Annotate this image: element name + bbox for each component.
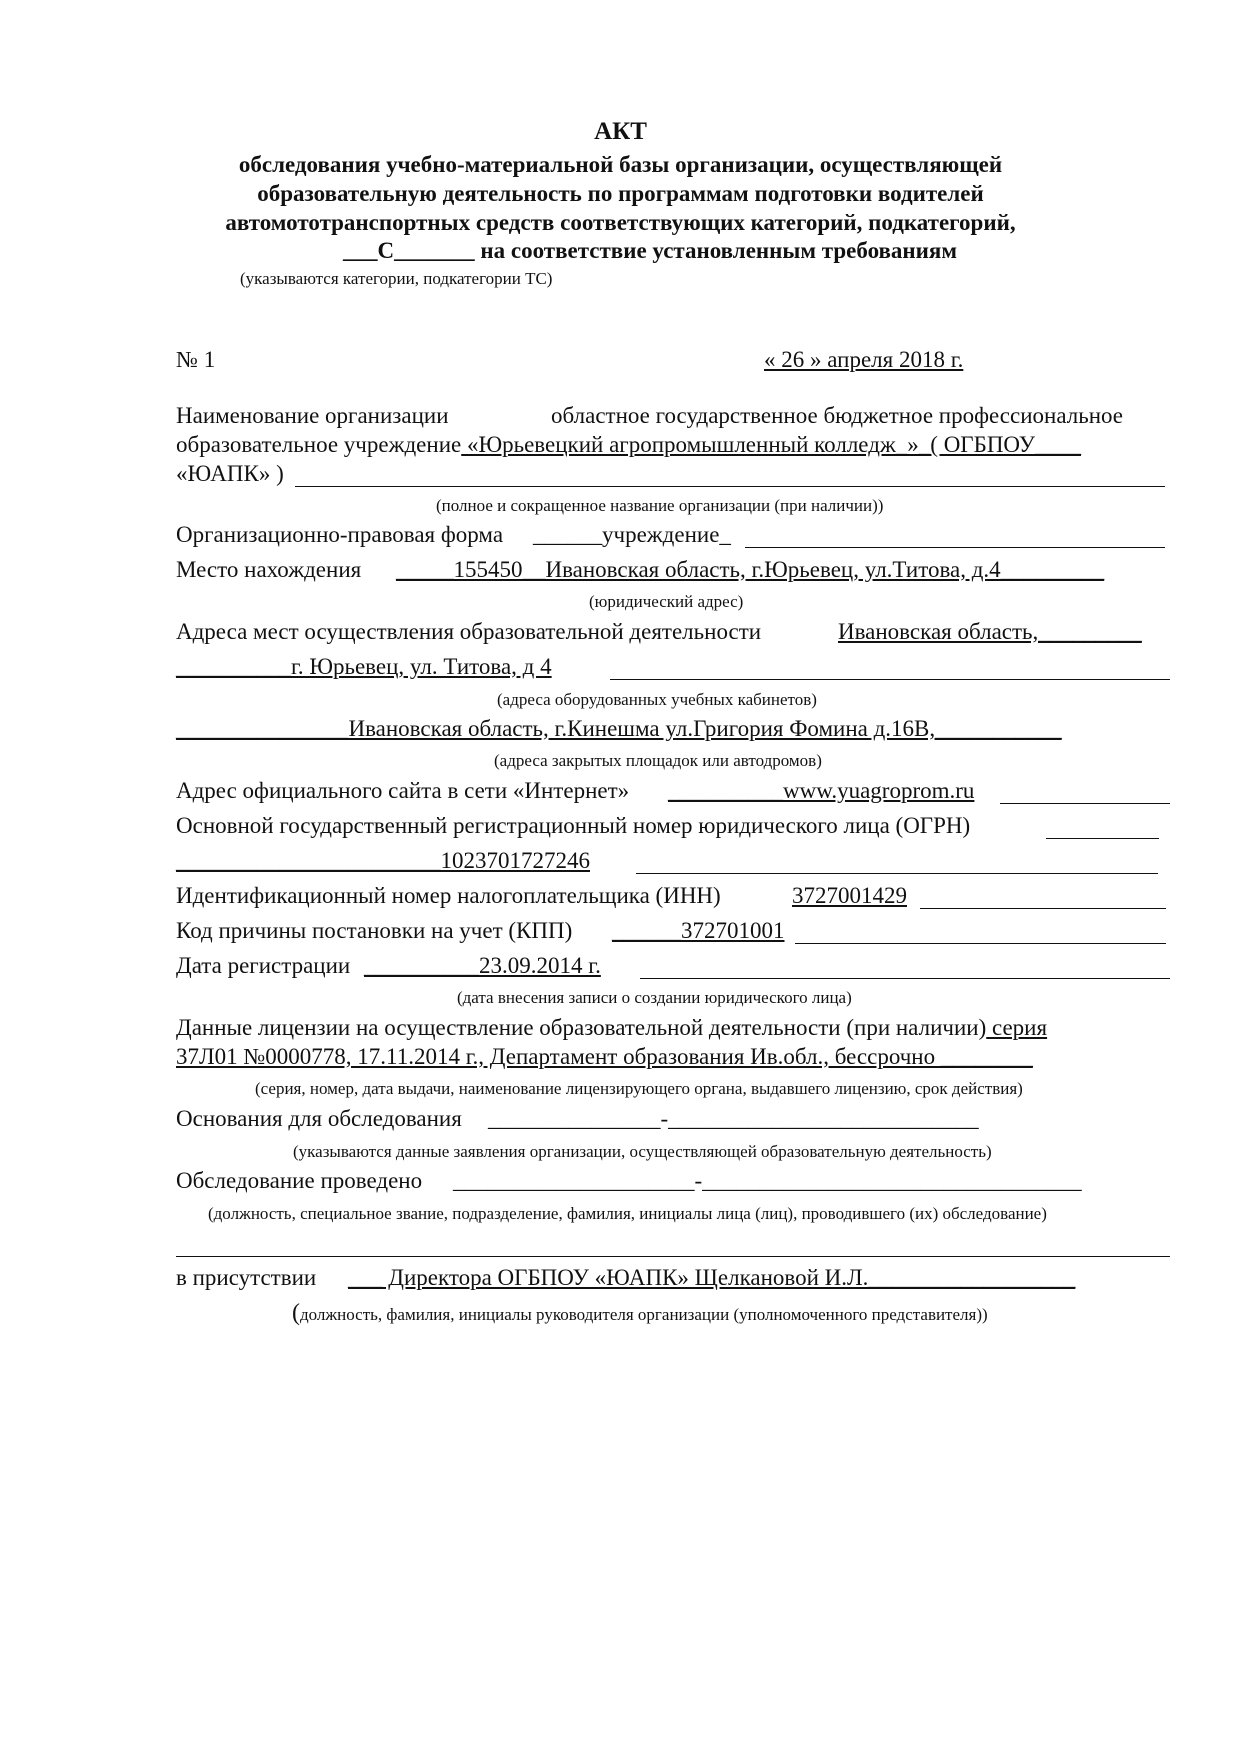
presence-note-text: должность, фамилия, инициалы руководителя организации (уполномоченного представителя)) bbox=[300, 1305, 988, 1324]
license-note: (серия, номер, дата выдачи, наименование лицензирующего органа, выдавшего лицензию, срок действия) bbox=[255, 1079, 1023, 1098]
website-rule bbox=[1000, 803, 1170, 804]
registration-note: (дата внесения записи о создании юридического лица) bbox=[457, 988, 852, 1007]
location-value: _____155450__Ивановская область, г.Юрьевец, ул.Титова, д.4_________ bbox=[396, 557, 1105, 582]
activity-address-note: (адреса оборудованных учебных кабинетов) bbox=[497, 690, 817, 709]
act-date: « 26 » апреля 2018 г. bbox=[764, 347, 964, 372]
activity-address-rule bbox=[610, 679, 1170, 680]
org-name-line2-label: образовательное учреждение bbox=[176, 432, 462, 457]
license-value1: серия bbox=[986, 1015, 1048, 1040]
basis-label: Основания для обследования bbox=[176, 1106, 462, 1131]
presence-value: ___ Директора ОГБПОУ «ЮАПК» Щелкановой И.Л.__________________ bbox=[348, 1265, 1076, 1290]
basis-note: (указываются данные заявления организации, осуществляющей образовательную деятельность) bbox=[293, 1142, 992, 1161]
location-label: Место нахождения bbox=[176, 557, 362, 582]
registration-rule bbox=[640, 978, 1170, 979]
legal-form-rule bbox=[745, 547, 1165, 548]
category-suffix: на соответствие установленным требованиям bbox=[474, 238, 958, 263]
registration-label: Дата регистрации bbox=[176, 953, 351, 978]
activity-address-value1: Ивановская область,_________ bbox=[838, 619, 1142, 644]
document-subtitle-line3: автомототранспортных средств соответствующих категорий, подкатегорий, bbox=[225, 210, 1016, 235]
conducted-note: (должность, специальное звание, подразделение, фамилия, инициалы лица (лиц), проводившего (их) обследование) bbox=[208, 1204, 1047, 1223]
ogrn-label-rule bbox=[1046, 838, 1159, 839]
category-line bbox=[343, 238, 957, 264]
ogrn-rule bbox=[636, 873, 1158, 874]
conducted-label: Обследование проведено bbox=[176, 1168, 423, 1193]
closed-sites-note: (адреса закрытых площадок или автодромов) bbox=[494, 751, 822, 770]
org-name-line2-value: «Юрьевецкий агропромышленный колледж_»_( ОГБПОУ____ bbox=[461, 432, 1082, 457]
legal-form-label: Организационно-правовая форма bbox=[176, 522, 504, 547]
org-name-note: (полное и сокращенное название организации (при наличии)) bbox=[436, 496, 884, 515]
legal-form-value: ______учреждение_ bbox=[533, 522, 731, 547]
conducted-value: _____________________-_________________________________ bbox=[453, 1168, 1082, 1193]
kpp-label: Код причины постановки на учет (КПП) bbox=[176, 918, 573, 943]
activity-address-value2: __________г. Юрьевец, ул. Титова, д 4 bbox=[176, 654, 552, 679]
website-label: Адрес официального сайта в сети «Интернет» bbox=[176, 778, 630, 803]
activity-address-label: Адреса мест осуществления образовательной деятельности bbox=[176, 619, 762, 644]
presence-note bbox=[292, 1300, 988, 1327]
inn-value: 3727001429 bbox=[792, 883, 907, 908]
license-value2: 37Л01 №0000778, 17.11.2014 г., Департамент образования Ив.обл., бессрочно ________ bbox=[176, 1044, 1033, 1069]
org-name-rule bbox=[295, 486, 1165, 487]
ogrn-value: _______________________1023701727246 bbox=[176, 848, 590, 873]
conducted-extra-rule bbox=[176, 1256, 1170, 1257]
registration-value: __________23.09.2014 г. bbox=[364, 953, 601, 978]
org-name-line1: областное государственное бюджетное профессиональное bbox=[551, 403, 1123, 428]
license-label bbox=[176, 1015, 1047, 1041]
document-subtitle-line1: обследования учебно-материальной базы организации, осуществляющей bbox=[238, 152, 1003, 177]
website-value: __________www.yuagroprom.ru bbox=[668, 778, 975, 803]
act-number: № 1 bbox=[176, 347, 216, 372]
kpp-value: ______372701001 bbox=[612, 918, 785, 943]
presence-note-paren: ( bbox=[292, 1300, 300, 1326]
presence-label: в присутствии bbox=[176, 1265, 317, 1290]
category-value: ___С_______ bbox=[343, 238, 475, 263]
inn-label: Идентификационный номер налогоплательщика (ИНН) bbox=[176, 883, 721, 908]
org-name-line2 bbox=[176, 432, 1081, 458]
org-name-line3: «ЮАПК» ) bbox=[176, 461, 284, 486]
document-title: АКТ bbox=[594, 118, 647, 145]
category-note: (указываются категории, подкатегории ТС) bbox=[240, 269, 553, 288]
document-subtitle-line2: образовательную деятельность по программам подготовки водителей bbox=[257, 181, 984, 206]
org-name-label: Наименование организации bbox=[176, 403, 449, 428]
basis-value: _______________-___________________________ bbox=[488, 1106, 979, 1131]
kpp-rule bbox=[795, 943, 1166, 944]
license-label-text: Данные лицензии на осуществление образовательной деятельности (при наличии) bbox=[176, 1015, 987, 1040]
ogrn-label: Основной государственный регистрационный номер юридического лица (ОГРН) bbox=[176, 813, 971, 838]
closed-sites-value: _______________Ивановская область, г.Кинешма ул.Григория Фомина д.16В,___________ bbox=[176, 716, 1062, 741]
location-note: (юридический адрес) bbox=[589, 592, 744, 611]
inn-rule bbox=[920, 908, 1166, 909]
